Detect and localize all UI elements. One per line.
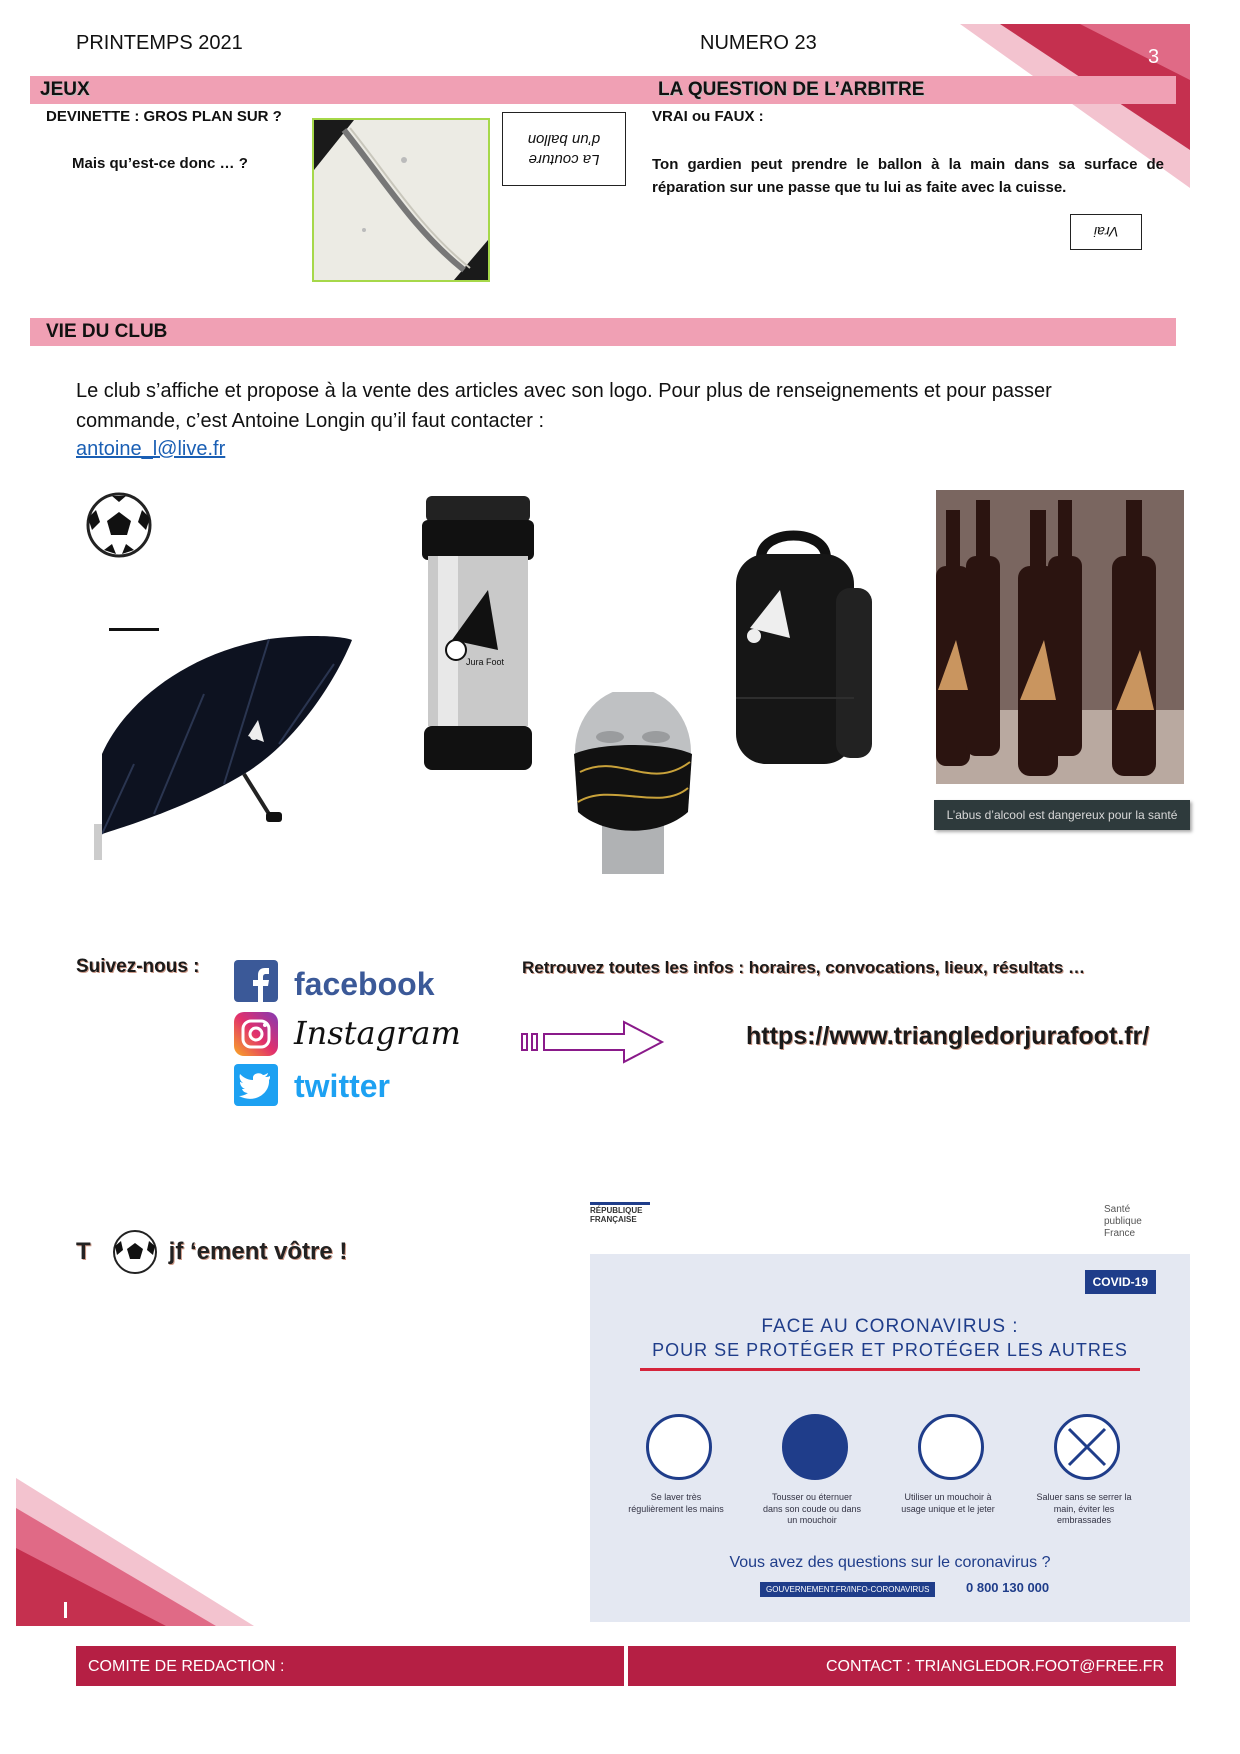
- footer-contact: CONTACT : TRIANGLEDOR.FOOT@FREE.FR: [825, 1658, 1164, 1675]
- issue-number: NUMERO 23: [700, 32, 817, 54]
- signature: [76, 1228, 347, 1276]
- travel-mug-product-image: [418, 490, 540, 776]
- club-text: Le club s’affiche et propose à la vente des articles avec son logo. Pour plus de renseignements et pour passer commande, c’est Antoine Longin qu’il faut contacter :: [76, 380, 1052, 432]
- corner-decoration-bottom: [16, 1478, 256, 1628]
- svg-text:Jura Foot: Jura Foot: [466, 657, 505, 667]
- covid-poster: [584, 1196, 1190, 1622]
- gesture-2-text: Tousser ou éternuer dans son coude ou dans un mouchoir: [762, 1492, 862, 1526]
- gesture-hands-icon: [646, 1414, 712, 1480]
- instagram-label[interactable]: Instagram: [294, 1014, 461, 1052]
- gesture-3-text: Utiliser un mouchoir à usage unique et le jeter: [901, 1492, 995, 1514]
- devinette-question: Mais qu’est-ce donc … ?: [72, 155, 248, 172]
- page-mark: [64, 1602, 67, 1618]
- gesture-4-text: Saluer sans se serrer la main, éviter les embrassades: [1036, 1492, 1132, 1526]
- sante-publique-logo: Santé publique France: [1104, 1204, 1142, 1239]
- website-link[interactable]: https://www.triangledorjurafoot.fr/: [746, 1022, 1150, 1050]
- infos-text: Retrouvez toutes les infos : horaires, convocations, lieux, résultats …: [522, 958, 1086, 977]
- gesture-elbow-icon: [782, 1414, 848, 1480]
- covid-title-2: POUR SE PROTÉGER ET PROTÉGER LES AUTRES: [652, 1340, 1128, 1360]
- section-band-top: [30, 76, 1176, 104]
- gesture-tissue-icon: [918, 1414, 984, 1480]
- backpack-product-image: [716, 518, 876, 768]
- arbitre-question: Ton gardien peut prendre le ballon à la main dans sa surface de réparation sur une passe que tu lui as faite avec la cuisse.: [652, 156, 1164, 197]
- page-number: 3: [1148, 46, 1160, 68]
- gesture-1-text: Se laver très régulièrement les mains: [628, 1492, 724, 1514]
- covid-question: Vous avez des questions sur le coronavirus ?: [729, 1554, 1051, 1571]
- club-title: VIE DU CLUB: [46, 321, 168, 342]
- section-band-club: [30, 318, 1176, 346]
- umbrella-product-image: [94, 624, 354, 860]
- covid-badge: COVID-19: [1085, 1270, 1156, 1294]
- arbitre-answer: Vrai: [1093, 224, 1119, 240]
- twitter-icon[interactable]: [234, 1064, 278, 1106]
- footer-left: [76, 1646, 624, 1686]
- devinette-answer: La couture d’un ballon: [527, 131, 601, 168]
- covid-site: GOUVERNEMENT.FR/INFO-CORONAVIRUS: [760, 1582, 935, 1597]
- signature-t: T: [76, 1238, 91, 1265]
- footer-right: [628, 1646, 1176, 1686]
- covid-title-1: FACE AU CORONAVIRUS :: [761, 1316, 1019, 1337]
- footer-editorial: COMITE DE REDACTION :: [88, 1658, 285, 1675]
- soccer-ball-icon: [111, 1228, 159, 1276]
- face-mask-product-image: [560, 692, 706, 874]
- ball-closeup-image: [312, 118, 490, 282]
- arbitre-answer-box: [1070, 214, 1142, 250]
- facebook-icon[interactable]: [234, 960, 278, 1002]
- devinette-answer-box: [502, 112, 626, 186]
- soccer-ball-icon: [82, 490, 156, 560]
- signature-text: jf ‘ement vôtre !: [168, 1238, 348, 1265]
- beer-bottles-image: [936, 490, 1184, 784]
- republique-logo: RÉPUBLIQUE FRANÇAISE: [590, 1202, 650, 1225]
- vrai-faux-label: VRAI ou FAUX :: [652, 108, 764, 125]
- club-email-link[interactable]: antoine_l@live.fr: [76, 438, 226, 460]
- covid-panel: [590, 1254, 1190, 1622]
- alcohol-warning: L’abus d’alcool est dangereux pour la santé: [934, 800, 1190, 830]
- issue-season: PRINTEMPS 2021: [76, 32, 243, 54]
- arrow-right-icon: [520, 1018, 666, 1066]
- twitter-label[interactable]: twitter: [294, 1068, 390, 1104]
- instagram-icon[interactable]: [234, 1012, 278, 1056]
- facebook-label[interactable]: facebook: [294, 966, 435, 1002]
- gesture-noshake-icon: [1054, 1414, 1120, 1480]
- follow-us-label: Suivez-nous :: [76, 956, 200, 977]
- jeux-title: JEUX: [40, 79, 90, 100]
- covid-title-underline: [640, 1368, 1140, 1371]
- devinette-label: DEVINETTE : GROS PLAN SUR ?: [46, 108, 282, 125]
- covid-phone: 0 800 130 000: [966, 1580, 1050, 1595]
- arbitre-title: LA QUESTION DE L’ARBITRE: [658, 79, 925, 100]
